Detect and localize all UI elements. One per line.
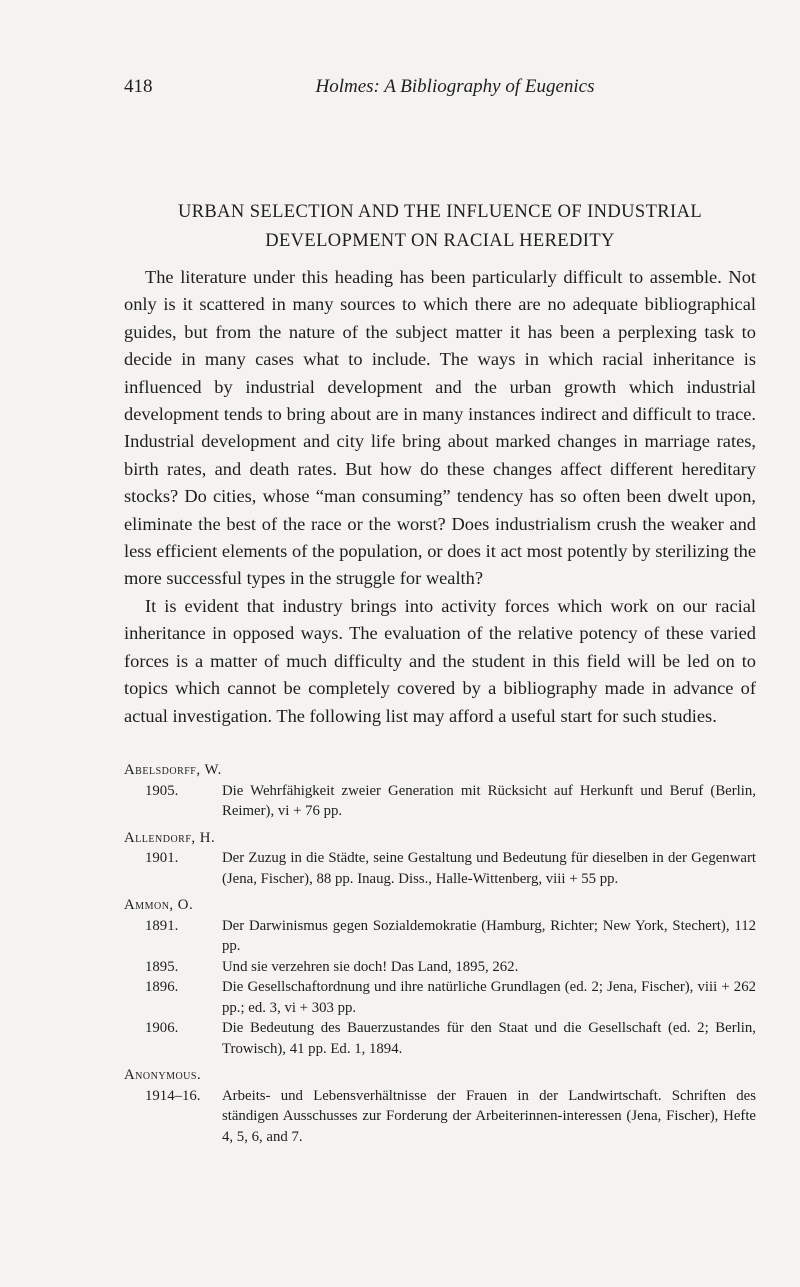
entry-author: Abelsdorff, W. — [124, 762, 222, 778]
entry-year: 1906. — [145, 1020, 179, 1036]
entry-text: Der Zuzug in die Städte, seine Gestaltung und Bedeutung für dieselben in der Gegenwart (Jena, Fischer), 88 pp. Inaug. Diss., Halle-Wittenberg, viii + 55 pp. — [222, 850, 756, 887]
section-heading-line-1: URBAN SELECTION AND THE INFLUENCE OF INDUSTRIAL — [177, 202, 703, 222]
entry-text: Die Wehrfähigkeit zweier Generation mit Rücksicht auf Herkunft und Beruf (Berlin, Reimer), vi + 76 pp. — [222, 782, 756, 819]
entry-item — [124, 957, 756, 978]
entry-year: 1901. — [145, 850, 179, 866]
entry-year: 1895. — [145, 958, 179, 975]
body-text — [124, 264, 756, 730]
entry-author: Allendorf, H. — [124, 829, 216, 846]
entry-year: 1914–16. — [145, 1087, 201, 1104]
section-heading — [120, 198, 760, 256]
entry-year: 1891. — [145, 917, 179, 934]
entry-text: Die Gesellschaftordnung und ihre natürliche Grundlagen (ed. 2; Jena, Fischer), viii + 262 pp.; ed. 3, vi + 303 pp. — [222, 979, 756, 1016]
bibliography-entry — [124, 760, 756, 822]
entry-year: 1896. — [145, 979, 179, 995]
entry-text: Und sie verzehren sie doch! Das Land, 1895, 262. — [222, 958, 519, 975]
bibliography-entry — [124, 1065, 756, 1147]
paragraph: It is evident that industry brings into activity forces which work on our racial inheritance in opposed ways. The evaluation of the relative potency of these varied forces is a matter of much difficulty and the student in this field will be led on to topics which cannot be completely covered by a bibliography made in advance of actual investigation. The following list may afford a useful start for such studies. — [124, 595, 756, 726]
page-number: 418 — [124, 76, 153, 97]
bibliography-list — [124, 760, 756, 1153]
paragraph: The literature under this heading has been particularly difficult to assemble. Not only is it scattered in many sources to which there are no adequate bibliographical guides, but from the nature of the subject matter it has been a perplexing task to decide in many cases what to include. The ways in which racial inheritance is influenced by industrial development and the urban growth which industrial development tends to bring about are in many instances indirect and difficult to trace. Industrial development and city life bring about marked changes in marriage rates, birth rates, and death rates. But how do these changes affect different hereditary stocks? Do cities, whose “man consuming” tendency has so often been dwelt upon, eliminate the best of the race or the worst? Does industrialism crush the weaker and less efficient elements of the population, or does it act most potently by sterilizing the more successful types in the struggle for wealth? — [124, 267, 756, 589]
entry-year: 1905. — [145, 782, 179, 799]
running-title: Holmes: A Bibliography of Eugenics — [315, 76, 595, 97]
entry-item — [124, 781, 756, 822]
entry-text: Der Darwinismus gegen Sozialdemokratie (Hamburg, Richter; New York, Stechert), 112 pp. — [222, 917, 756, 954]
bibliography-entry — [124, 828, 756, 890]
entry-text: Die Bedeutung des Bauerzustandes für den Staat und die Gesellschaft (ed. 2; Berlin, Trowisch), 41 pp. Ed. 1, 1894. — [222, 1020, 756, 1057]
entry-text: Arbeits- und Lebensverhältnisse der Frauen in der Landwirtschaft. Schriften des ständigen Ausschusses zur Forderung der Arbeiterinnen-interessen (Jena, Fischer), Hefte 4, 5, 6, and 7. — [222, 1087, 756, 1145]
bibliography-entry — [124, 895, 756, 1059]
entry-author: Anonymous. — [124, 1067, 202, 1083]
entry-item — [124, 916, 756, 957]
entry-item — [124, 977, 756, 1018]
entry-item — [124, 848, 756, 889]
entry-author: Ammon, O. — [124, 897, 194, 913]
entry-item — [124, 1086, 756, 1148]
section-heading-line-2: DEVELOPMENT ON RACIAL HEREDITY — [265, 231, 615, 251]
entry-item — [124, 1018, 756, 1059]
running-head — [124, 76, 756, 100]
